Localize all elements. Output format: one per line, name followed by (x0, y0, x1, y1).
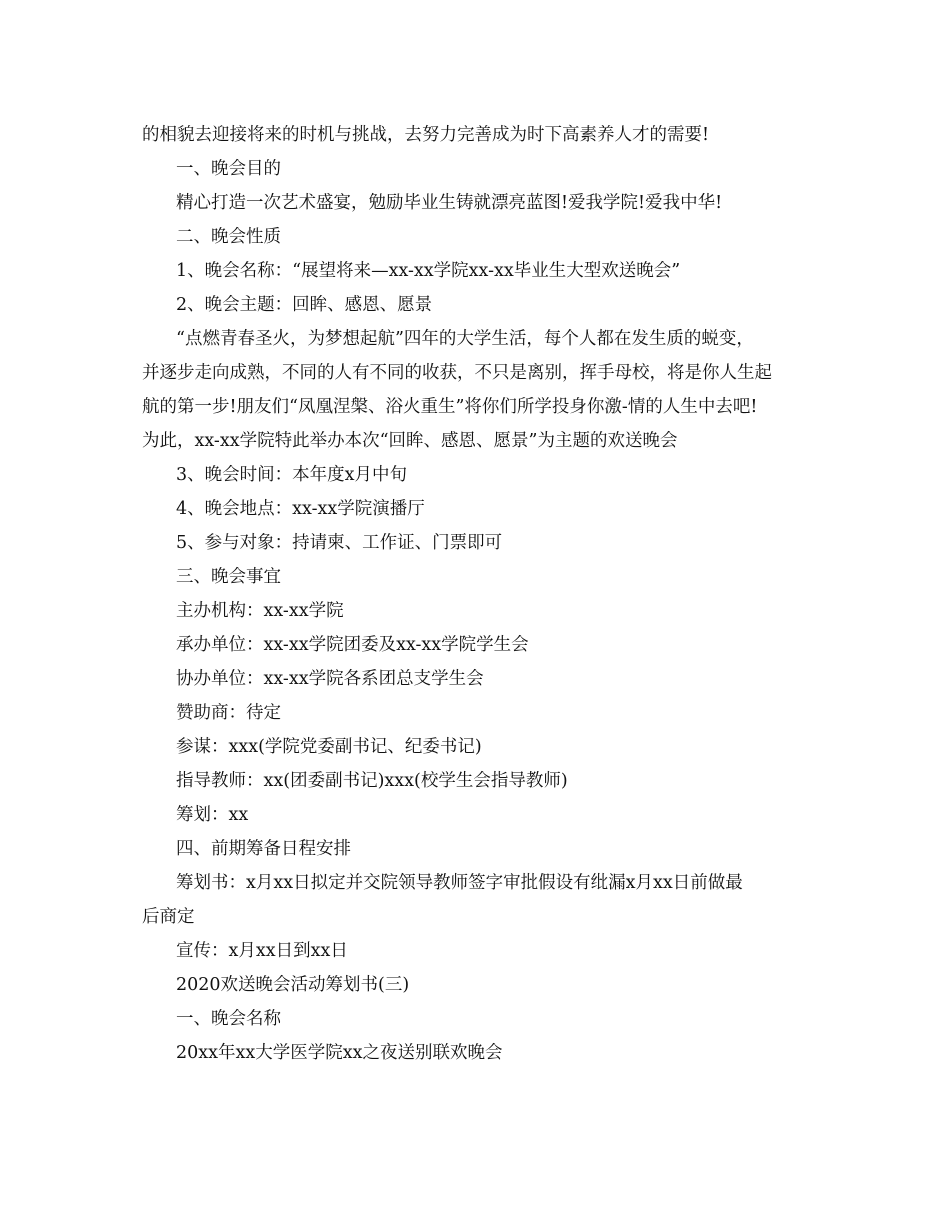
text-line: 协办单位：xx-xx学院各系团总支学生会 (176, 669, 484, 689)
text-line: 承办单位：xx-xx学院团委及xx-xx学院学生会 (176, 635, 529, 655)
text-line: 筹划：xx (176, 805, 249, 825)
text-line: 一、晚会目的 (176, 159, 281, 179)
text-line: 2020欢送晚会活动筹划书(三) (176, 975, 410, 995)
text-line: 3、晚会时间：本年度x月中旬 (176, 465, 408, 485)
text-line: 筹划书：x月xx日拟定并交院领导教师签字审批假设有纰漏x月xx日前做最 (176, 873, 743, 893)
text-line: 宣传：x月xx日到xx日 (176, 941, 348, 961)
text-line: 参谋：xxx(学院党委副书记、纪委书记) (176, 737, 482, 757)
text-line: 赞助商：待定 (176, 703, 281, 723)
text-line: 一、晚会名称 (176, 1009, 281, 1029)
text-line: 为此，xx-xx学院特此举办本次“回眸、感恩、愿景”为主题的欢送晚会 (142, 431, 678, 451)
text-line: 后商定 (142, 907, 195, 927)
text-line: 1、晚会名称：“展望将来—xx-xx学院xx-xx毕业生大型欢送晚会” (176, 261, 681, 281)
text-line: 的相貌去迎接将来的时机与挑战，去努力完善成为时下高素养人才的需要! (142, 125, 710, 145)
document-body (142, 118, 822, 1070)
text-line: “点燃青春圣火，为梦想起航”四年的大学生活，每个人都在发生质的蜕变， (176, 329, 754, 349)
text-line: 4、晚会地点：xx-xx学院演播厅 (176, 499, 425, 519)
text-line: 精心打造一次艺术盛宴，勉励毕业生铸就漂亮蓝图!爱我学院!爱我中华! (176, 193, 723, 213)
text-line: 四、前期筹备日程安排 (176, 839, 351, 859)
text-line: 主办机构：xx-xx学院 (176, 601, 344, 621)
text-line: 航的第一步!朋友们“凤凰涅槃、浴火重生”将你们所学投身你激-情的人生中去吧! (142, 397, 758, 417)
text-line: 2、晚会主题：回眸、感恩、愿景 (176, 295, 433, 315)
text-line: 并逐步走向成熟，不同的人有不同的收获，不只是离别，挥手母校，将是你人生起 (142, 363, 772, 383)
text-line: 三、晚会事宜 (176, 567, 281, 587)
text-line: 指导教师：xx(团委副书记)xxx(校学生会指导教师) (176, 771, 568, 791)
text-line: 二、晚会性质 (176, 227, 281, 247)
text-line: 20xx年xx大学医学院xx之夜送别联欢晚会 (176, 1043, 503, 1063)
text-line: 5、参与对象：持请柬、工作证、门票即可 (176, 533, 503, 553)
